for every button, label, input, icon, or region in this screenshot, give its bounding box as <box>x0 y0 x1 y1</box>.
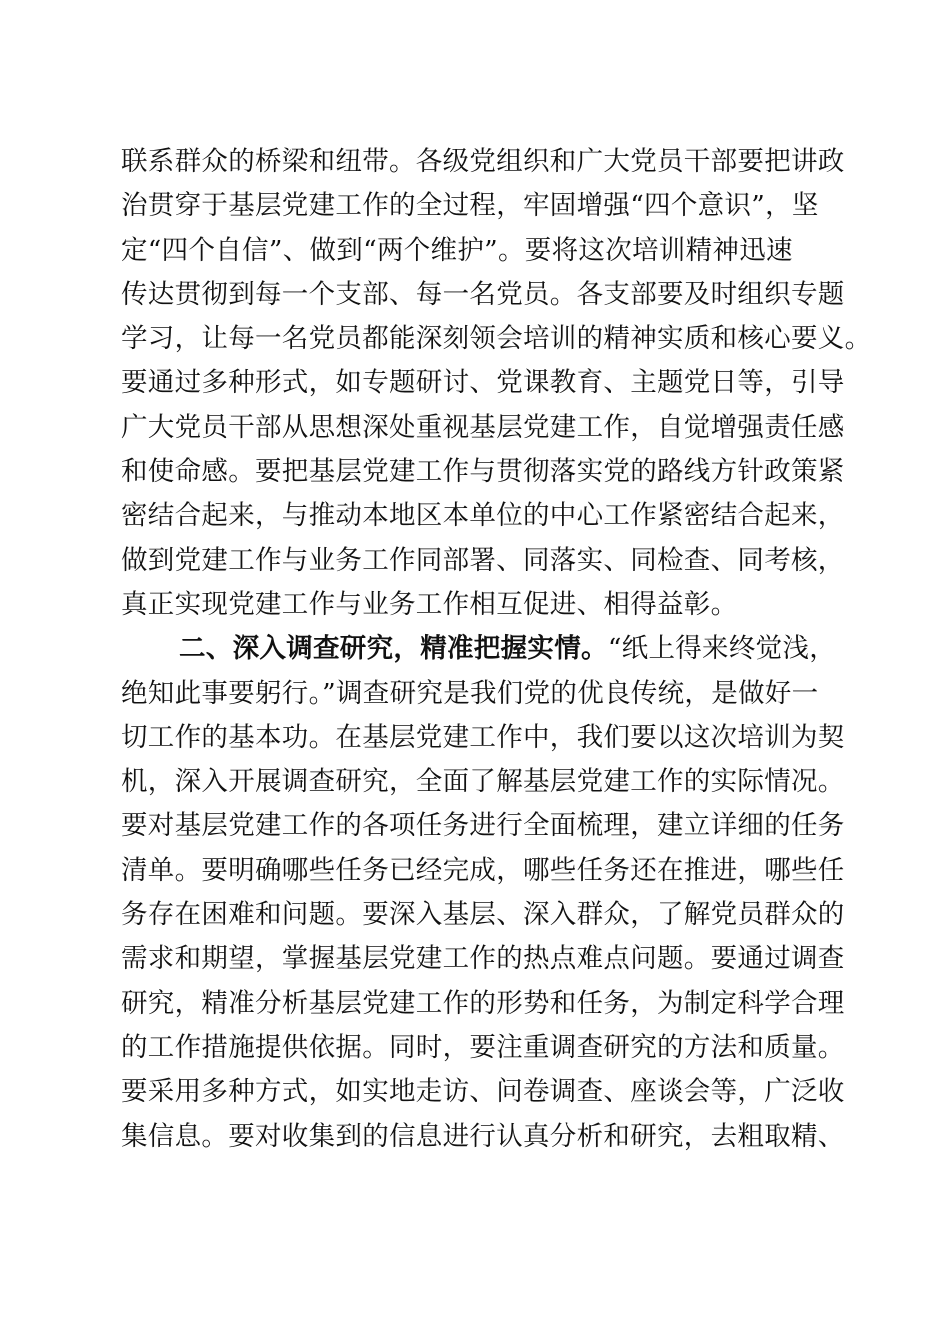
text-line: 治贯穿于基层党建工作的全过程，牢固增强“四个意识”，坚 <box>121 190 819 222</box>
text-line: 切工作的基本功。在基层党建工作中，我们要以这次培训为契 <box>121 721 845 753</box>
text-line: 要采用多种方式，如实地走访、问卷调查、座谈会等，广泛收 <box>121 1076 845 1108</box>
text-line: 要对基层党建工作的各项任务进行全面梳理，建立详细的任务 <box>121 810 845 842</box>
document-body <box>121 140 872 1159</box>
text-line: 做到党建工作与业务工作同部署、同落实、同检查、同考核， <box>121 544 845 576</box>
text-line: 真正实现党建工作与业务工作相互促进、相得益彰。 <box>121 588 738 620</box>
text-line: 需求和期望，掌握基层党建工作的热点难点问题。要通过调查 <box>121 943 845 975</box>
text-line: 清单。要明确哪些任务已经完成，哪些任务还在推进，哪些任 <box>121 854 845 886</box>
section-heading: 二、深入调查研究，精准把握实情。 <box>179 633 608 665</box>
text-line: 集信息。要对收集到的信息进行认真分析和研究，去粗取精、 <box>121 1120 845 1152</box>
quote-text: “纸上得来终觉浅， <box>607 633 837 665</box>
text-line: 要通过多种形式，如专题研讨、党课教育、主题党日等，引导 <box>121 367 845 399</box>
text-line: 密结合起来，与推动本地区本单位的中心工作紧密结合起来， <box>121 500 845 532</box>
text-line: 定“四个自信”、做到“两个维护”。要将这次培训精神迅速 <box>121 234 793 266</box>
text-line: 的工作措施提供依据。同时，要注重调查研究的方法和质量。 <box>121 1031 845 1063</box>
section-two-paragraph <box>121 627 851 1159</box>
text-line: 研究，精准分析基层党建工作的形势和任务，为制定科学合理 <box>121 987 845 1019</box>
text-line: 和使命感。要把基层党建工作与贯彻落实党的路线方针政策紧 <box>121 456 845 488</box>
text-line: 务存在困难和问题。要深入基层、深入群众，了解党员群众的 <box>121 899 845 931</box>
text-line: 学习，让每一名党员都能深刻领会培训的精神实质和核心要义。 <box>121 323 872 355</box>
text-line: 机，深入开展调查研究，全面了解基层党建工作的实际情况。 <box>121 766 845 798</box>
paragraph-continuation <box>121 140 872 627</box>
text-line: 绝知此事要躬行。”调查研究是我们党的优良传统，是做好一 <box>121 677 819 709</box>
text-line: 广大党员干部从思想深处重视基层党建工作，自觉增强责任感 <box>121 411 845 443</box>
section-heading-line <box>121 627 851 671</box>
text-line: 联系群众的桥梁和纽带。各级党组织和广大党员干部要把讲政 <box>121 146 845 177</box>
text-line: 传达贯彻到每一个支部、每一名党员。各支部要及时组织专题 <box>121 278 845 310</box>
